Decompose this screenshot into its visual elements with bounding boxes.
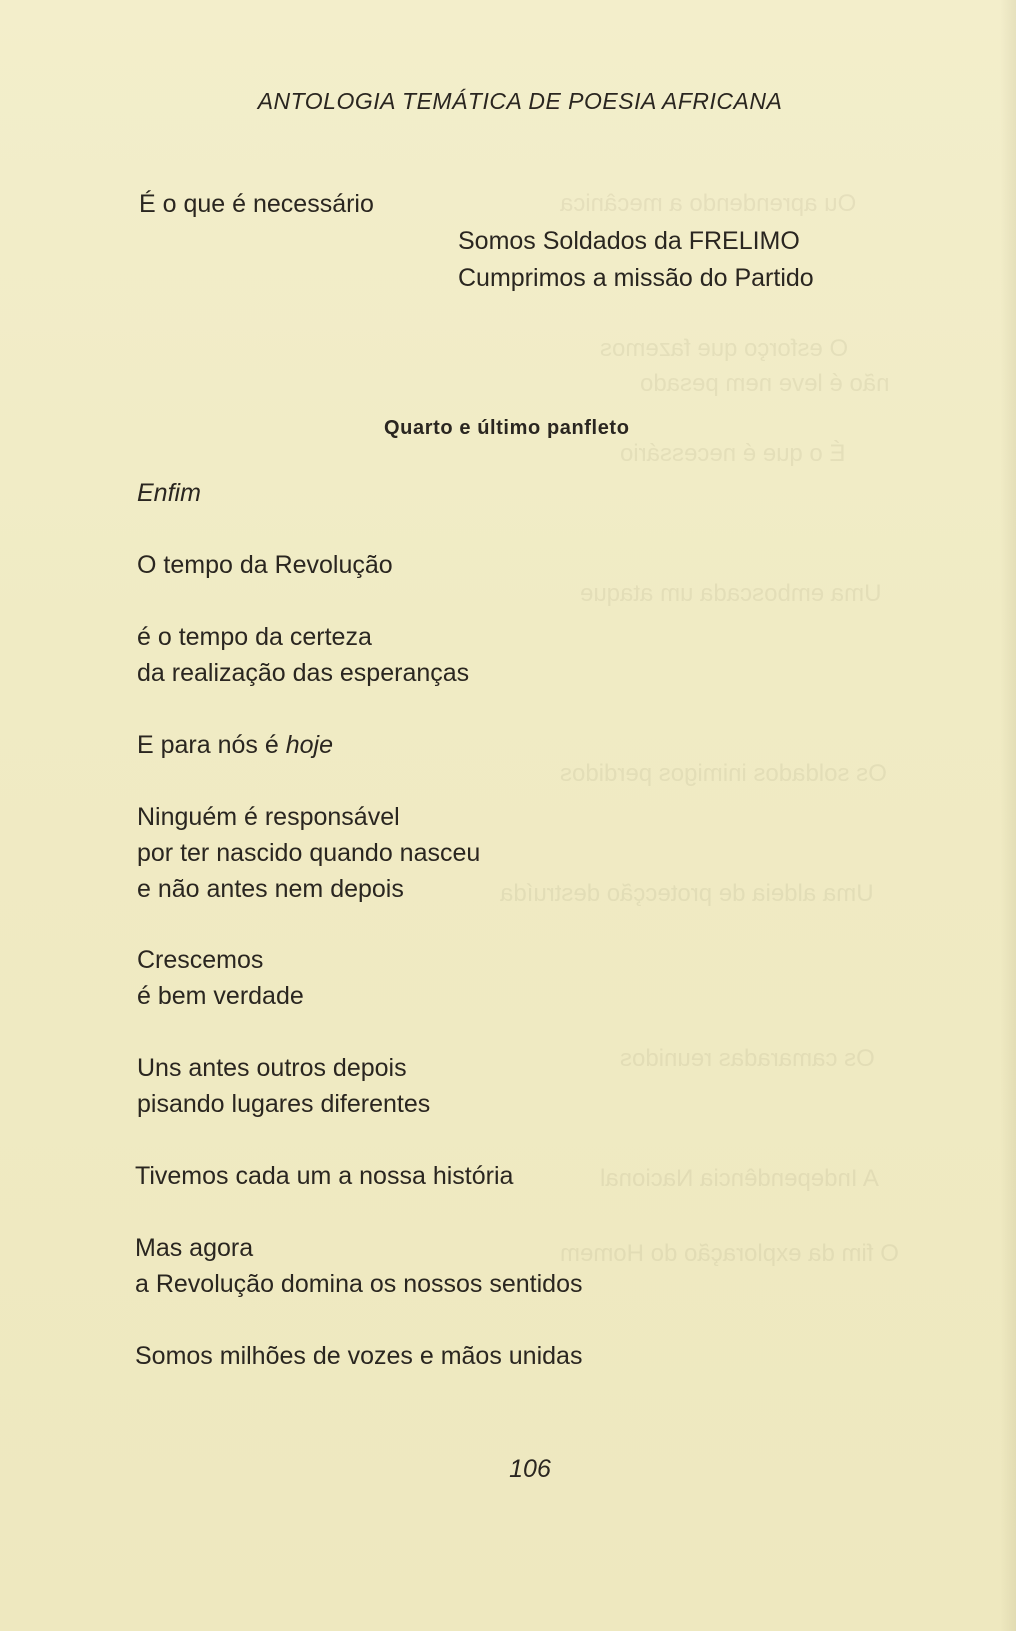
- poem-line: É o que é necessário: [139, 190, 374, 218]
- poem-line: é o tempo da certeza: [137, 623, 372, 651]
- poem-line: O tempo da Revolução: [137, 551, 393, 579]
- poem-line: a Revolução domina os nossos sentidos: [135, 1270, 583, 1298]
- poem-line: [137, 733, 333, 758]
- poem-line: por ter nascido quando nasceu: [137, 839, 481, 867]
- poem-line: pisando lugares diferentes: [137, 1090, 431, 1118]
- show-through-text: Uma emboscada um ataque: [580, 580, 882, 607]
- poem-text: E para nós é: [137, 731, 286, 759]
- poem-line: Ninguém é responsável: [137, 803, 400, 831]
- show-through-text: O esforço que fazemos: [600, 335, 849, 362]
- show-through-text: A Independência Nacional: [600, 1165, 879, 1192]
- show-through-text: Os soldados inimigos perdidos: [560, 760, 887, 787]
- poem-line: Uns antes outros depois: [137, 1054, 407, 1082]
- poem-line: da realização das esperanças: [137, 659, 470, 687]
- section-title: Quarto e último panfleto: [384, 417, 630, 439]
- poem-line: Somos Soldados da FRELIMO: [458, 227, 800, 255]
- poem-line-enfim: Enfim: [137, 479, 201, 507]
- poem-emphasis: hoje: [285, 731, 333, 759]
- show-through-text: Ou aprendendo a mecânica: [560, 190, 857, 217]
- show-through-text: Uma aldeia de protecção destruída: [500, 880, 874, 907]
- show-through-text: Os camaradas reunidos: [620, 1045, 875, 1072]
- page-edge-shadow: [1000, 0, 1016, 1631]
- running-header: ANTOLOGIA TEMÁTICA DE POESIA AFRICANA: [257, 88, 783, 114]
- poem-line: Somos milhões de vozes e mãos unidas: [135, 1342, 583, 1370]
- poem-line: Crescemos: [137, 946, 264, 974]
- page-number: 106: [509, 1455, 551, 1483]
- poem-line: Tivemos cada um a nossa história: [135, 1162, 514, 1190]
- poem-line: Cumprimos a missão do Partido: [458, 264, 814, 292]
- poem-line: é bem verdade: [137, 982, 304, 1010]
- show-through-text: O fim da exploração do Homem: [560, 1240, 899, 1267]
- show-through-text: É o que é necessário: [620, 440, 846, 467]
- poem-line: Mas agora: [135, 1234, 254, 1262]
- poem-line: e não antes nem depois: [137, 875, 404, 903]
- show-through-text: não é leve nem pesado: [640, 370, 890, 397]
